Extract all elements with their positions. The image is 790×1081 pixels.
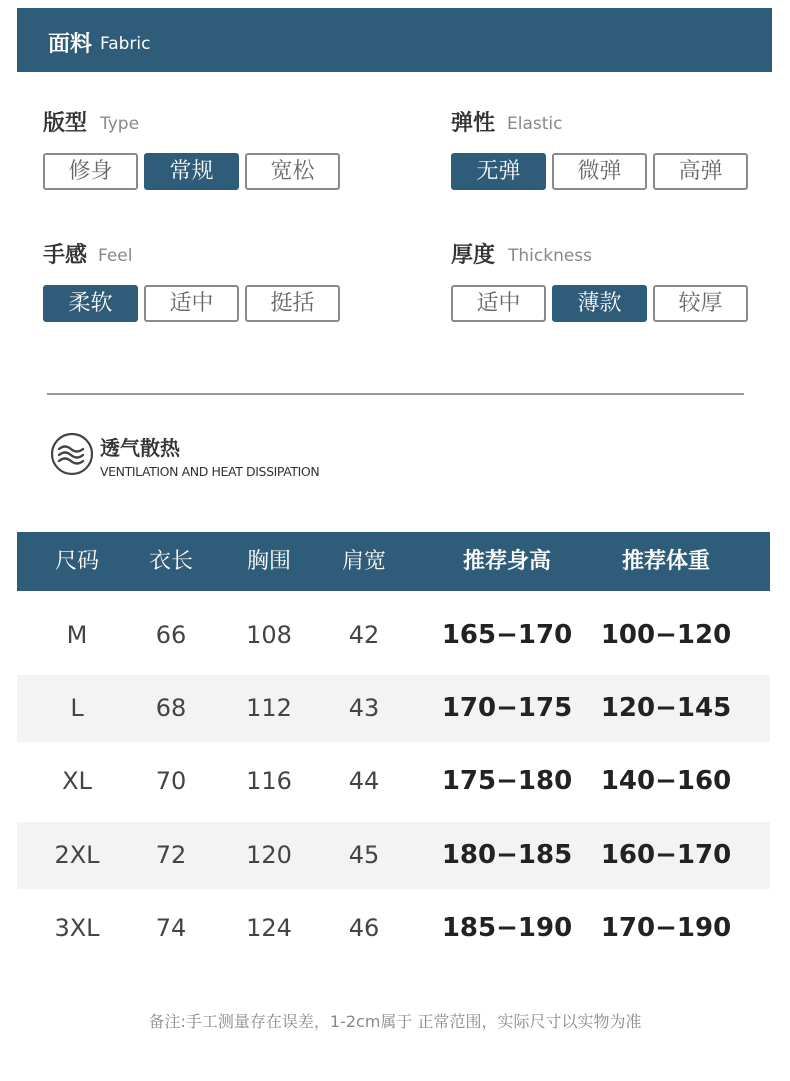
- elastic-title: 弹性: [451, 111, 496, 136]
- thickness-option-thick: 较厚: [653, 285, 748, 322]
- cell-weight: 120−145: [600, 693, 732, 723]
- table-row: [17, 602, 770, 669]
- elastic-subtitle: Elastic: [507, 114, 563, 134]
- cell-height: 165−170: [441, 620, 573, 650]
- ventilation-subtitle: VENTILATION AND HEAT DISSIPATION: [100, 464, 320, 479]
- cell-height: 175−180: [441, 766, 573, 796]
- cell-size: XL: [62, 767, 92, 795]
- wind-wave-icon: [50, 432, 94, 476]
- cell-size: M: [66, 621, 88, 649]
- cell-shoulder: 42: [348, 621, 380, 649]
- elastic-option-slight: 微弹: [552, 153, 647, 190]
- cell-height: 180−185: [441, 840, 573, 870]
- cell-weight: 160−170: [600, 840, 732, 870]
- cell-shoulder: 45: [348, 841, 380, 869]
- table-row: [17, 748, 770, 815]
- measurement-note: 备注:手工测量存在误差，1-2cm属于 正常范围，实际尺寸以实物为准: [148, 1012, 642, 1031]
- type-subtitle: Type: [100, 114, 140, 134]
- type-title: 版型: [43, 111, 88, 136]
- cell-length: 68: [155, 694, 187, 722]
- cell-chest: 112: [246, 694, 292, 722]
- thickness-subtitle: Thickness: [508, 246, 593, 266]
- thickness-option-thin: 薄款: [552, 285, 647, 322]
- ventilation-title: 透气散热: [100, 436, 180, 460]
- header-shoulder: 肩宽: [341, 549, 386, 574]
- cell-weight: 140−160: [600, 766, 732, 796]
- section-divider: [47, 393, 744, 395]
- cell-shoulder: 46: [348, 914, 380, 942]
- cell-shoulder: 43: [348, 694, 380, 722]
- header-recommended-height: 推荐身高: [462, 549, 551, 574]
- cell-height: 185−190: [441, 913, 573, 943]
- type-option-slim: 修身: [43, 153, 138, 190]
- cell-chest: 108: [246, 621, 292, 649]
- cell-length: 72: [155, 841, 187, 869]
- cell-weight: 100−120: [600, 620, 732, 650]
- feel-title: 手感: [43, 243, 88, 268]
- cell-chest: 120: [246, 841, 292, 869]
- header-chest: 胸围: [246, 549, 291, 574]
- thickness-option-moderate: 适中: [451, 285, 546, 322]
- cell-weight: 170−190: [600, 913, 732, 943]
- header-length: 衣长: [148, 549, 193, 574]
- elastic-option-none: 无弹: [451, 153, 546, 190]
- cell-size: 2XL: [54, 841, 100, 869]
- type-option-loose: 宽松: [245, 153, 340, 190]
- header-recommended-weight: 推荐体重: [621, 549, 710, 574]
- type-option-regular: 常规: [144, 153, 239, 190]
- fabric-title: 面料: [48, 32, 93, 57]
- feel-option-moderate: 适中: [144, 285, 239, 322]
- cell-length: 70: [155, 767, 187, 795]
- feel-option-crisp: 挺括: [245, 285, 340, 322]
- feel-option-soft: 柔软: [43, 285, 138, 322]
- cell-chest: 116: [246, 767, 292, 795]
- cell-height: 170−175: [441, 693, 573, 723]
- cell-size: 3XL: [54, 914, 100, 942]
- fabric-subtitle: Fabric: [100, 34, 151, 54]
- table-row: [17, 895, 770, 962]
- elastic-option-high: 高弹: [653, 153, 748, 190]
- size-table-header: [17, 532, 770, 591]
- cell-shoulder: 44: [348, 767, 380, 795]
- cell-chest: 124: [246, 914, 292, 942]
- feel-subtitle: Feel: [98, 246, 133, 266]
- table-row: [17, 822, 770, 889]
- cell-length: 66: [155, 621, 187, 649]
- header-size: 尺码: [54, 549, 99, 574]
- thickness-title: 厚度: [451, 243, 496, 268]
- cell-size: L: [70, 694, 84, 722]
- table-row: [17, 675, 770, 742]
- cell-length: 74: [155, 914, 187, 942]
